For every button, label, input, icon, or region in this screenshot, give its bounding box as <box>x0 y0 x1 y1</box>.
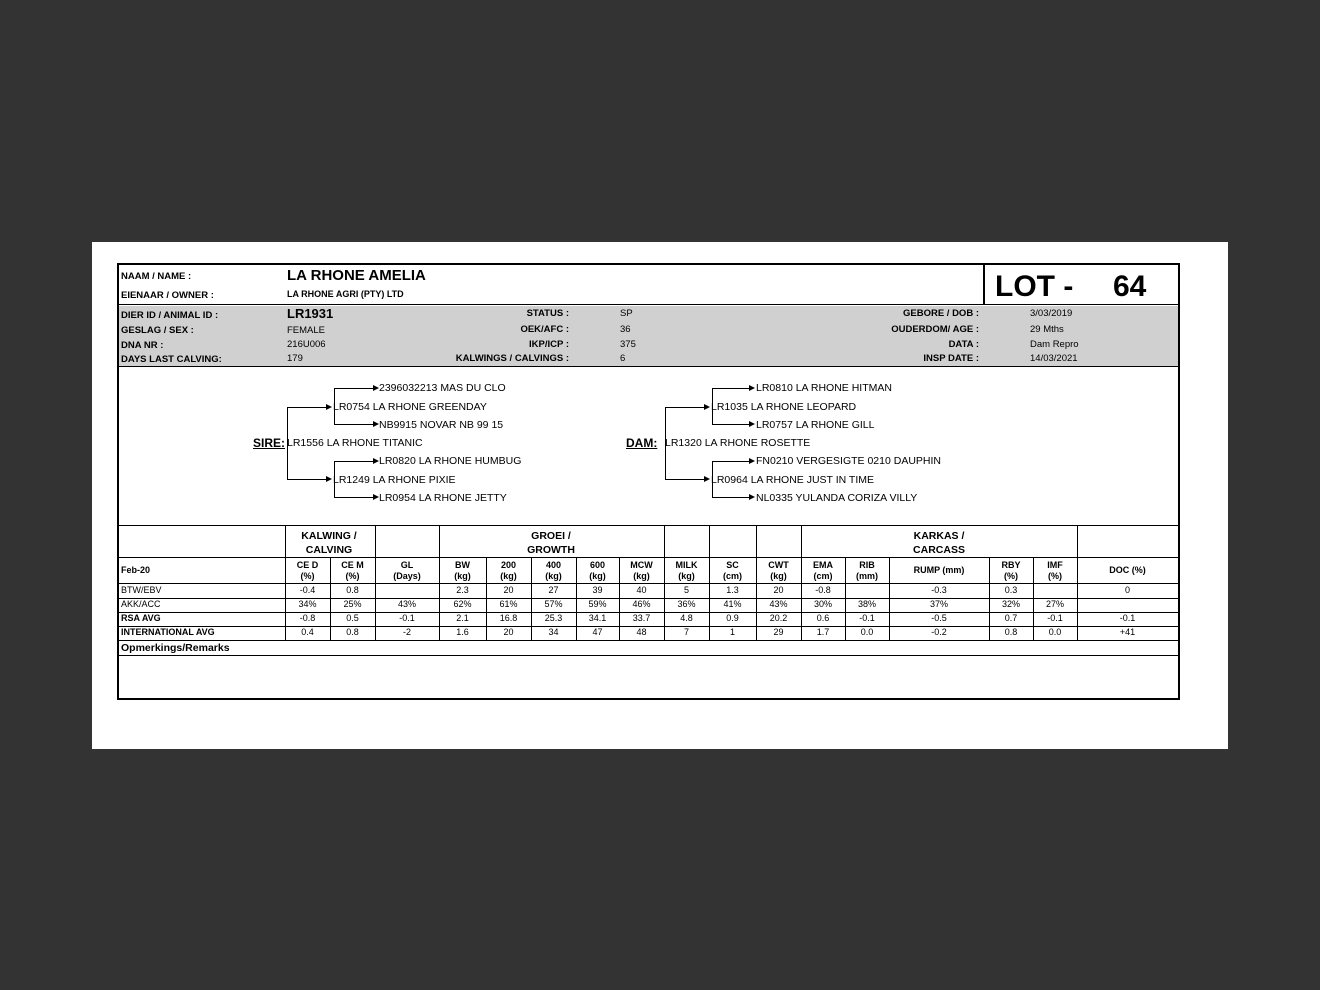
header-divider <box>119 304 1178 305</box>
dam-sire-sire-name: LR0810 LA RHONE HITMAN <box>756 382 892 394</box>
stats-cell: 41% <box>723 599 742 609</box>
stats-period: Feb-20 <box>121 565 151 575</box>
stats-cell: 0.5 <box>346 613 359 623</box>
stats-cell: 46% <box>632 599 651 609</box>
lot-label: LOT - <box>995 270 1074 303</box>
afc-value: 36 <box>620 324 631 335</box>
stats-cell: -0.3 <box>931 585 947 595</box>
column-header: BW <box>455 560 470 570</box>
stats-cell: 27 <box>548 585 559 595</box>
calvings-label: KALWINGS / CALVINGS : <box>455 353 569 364</box>
stats-cell: -2 <box>402 627 411 637</box>
column-unit: (mm) <box>856 571 878 581</box>
dam-dam-dam-name: NL0335 YULANDA CORIZA VILLY <box>756 492 918 504</box>
dam-label: DAM: <box>626 436 658 450</box>
stats-cell: 7 <box>683 627 689 637</box>
stats-cell: 47 <box>592 627 603 637</box>
stats-cell: 29 <box>773 627 784 637</box>
stats-cell: 48 <box>636 627 647 637</box>
stats-cell: -0.2 <box>931 627 947 637</box>
stats-cell: 43% <box>769 599 788 609</box>
stats-cell: 36% <box>677 599 696 609</box>
sex-value: FEMALE <box>287 325 326 336</box>
dna-label: DNA NR : <box>121 340 164 351</box>
column-unit: (kg) <box>545 571 562 581</box>
column-unit: (kg) <box>500 571 517 581</box>
sire-sire-sire-name: 2396032213 MAS DU CLO <box>379 382 506 394</box>
stats-cell: 25% <box>343 599 362 609</box>
stats-cell: 0.4 <box>301 627 314 637</box>
table-bottom-border <box>119 640 1178 641</box>
column-header: GL <box>400 560 414 570</box>
group-growth-2: GROWTH <box>527 544 575 556</box>
column-unit: (kg) <box>589 571 606 581</box>
stats-cell: 1.6 <box>456 627 469 637</box>
dna-value: 216U006 <box>287 339 326 350</box>
stats-cell: 34.1 <box>588 613 607 623</box>
dlc-label: DAYS LAST CALVING: <box>121 354 222 365</box>
stats-row-label: RSA AVG <box>121 613 161 623</box>
stats-cell: 37% <box>929 599 948 609</box>
stats-cell: 2.1 <box>456 613 469 623</box>
column-unit: (%) <box>345 571 360 581</box>
info-divider <box>119 366 1178 367</box>
stats-cell: 20 <box>503 627 514 637</box>
sire-label: SIRE: <box>253 436 286 450</box>
insp-value: 14/03/2021 <box>1030 353 1078 364</box>
stats-cell: 0.6 <box>816 613 830 623</box>
sex-label: GESLAG / SEX : <box>121 325 194 336</box>
stats-cell: 1.7 <box>816 627 830 637</box>
dlc-value: 179 <box>287 353 303 364</box>
stats-cell: 40 <box>636 585 647 595</box>
stats-cell: 20.2 <box>769 613 788 623</box>
stats-row-label: INTERNATIONAL AVG <box>121 627 215 637</box>
dam-sire-name: LR1035 LA RHONE LEOPARD <box>711 401 857 413</box>
owner-name: LA RHONE AGRI (PTY) LTD <box>287 289 404 299</box>
column-header: RBY <box>1001 560 1021 570</box>
group-carcass-2: CARCASS <box>913 544 965 556</box>
sire-sire-name: LR0754 LA RHONE GREENDAY <box>333 401 487 413</box>
name-label: NAAM / NAME : <box>121 271 192 282</box>
stats-cell: -0.1 <box>1047 613 1063 623</box>
status-value: SP <box>620 308 633 319</box>
column-unit: (Days) <box>393 571 421 581</box>
column-unit: (kg) <box>454 571 471 581</box>
age-value: 29 Mths <box>1030 324 1064 335</box>
info-band <box>119 306 1178 366</box>
group-growth-1: GROEI / <box>531 530 571 542</box>
stats-cell: 27% <box>1045 599 1064 609</box>
sire-dam-name: LR1249 LA RHONE PIXIE <box>333 474 456 486</box>
stats-cell: 0 <box>1124 585 1130 595</box>
column-unit: (%) <box>1048 571 1062 581</box>
stats-cell: 0.9 <box>726 613 739 623</box>
stats-cell: 0.7 <box>1004 613 1018 623</box>
column-header: EMA <box>813 560 833 570</box>
column-header: 600 <box>589 560 606 570</box>
stats-cell: -0.5 <box>931 613 947 623</box>
stats-cell: 43% <box>397 599 416 609</box>
stats-cell: 57% <box>544 599 563 609</box>
sire-name: LR1556 LA RHONE TITANIC <box>287 437 423 449</box>
data-label: DATA : <box>948 339 979 350</box>
group-carcass-1: KARKAS / <box>913 530 965 542</box>
column-header: CE M <box>341 560 364 570</box>
column-unit: (kg) <box>678 571 695 581</box>
column-header-divider <box>119 583 1178 584</box>
sire-dam-dam-name: LR0954 LA RHONE JETTY <box>379 492 507 504</box>
status-label: STATUS : <box>526 308 569 319</box>
column-header: MILK <box>675 560 698 570</box>
stats-cell: 33.7 <box>632 613 651 623</box>
lot-card <box>117 263 1180 700</box>
stats-cell: 4.8 <box>680 613 693 623</box>
column-header: CWT <box>768 560 789 570</box>
stats-cell: 62% <box>453 599 472 609</box>
stats-cell: 59% <box>588 599 607 609</box>
stats-cell: 25.3 <box>544 613 563 623</box>
stats-cell: 1 <box>729 627 735 637</box>
stats-cell: -0.8 <box>299 613 316 623</box>
remarks-label: Opmerkings/Remarks <box>121 642 230 654</box>
stats-cell: 20 <box>773 585 784 595</box>
column-header: IMF <box>1047 560 1063 570</box>
stats-cell: 38% <box>857 599 876 609</box>
animal-name: LA RHONE AMELIA <box>287 267 426 284</box>
stats-cell: 30% <box>813 599 832 609</box>
column-unit: (cm) <box>813 571 833 581</box>
stats-cell: +41 <box>1119 627 1136 637</box>
stats-cell: 61% <box>499 599 518 609</box>
column-unit: (cm) <box>722 571 742 581</box>
stats-cell: 0.0 <box>1048 627 1062 637</box>
icp-label: IKP/ICP : <box>529 339 569 350</box>
animal-id-label: DIER ID / ANIMAL ID : <box>121 310 219 321</box>
dob-label: GEBORE / DOB : <box>902 308 979 319</box>
column-header: RIB <box>859 560 875 570</box>
stats-cell: 34 <box>548 627 559 637</box>
stats-cell: 32% <box>1001 599 1020 609</box>
column-header: 200 <box>500 560 517 570</box>
column-unit: (%) <box>300 571 315 581</box>
column-header: SC <box>726 560 739 570</box>
stats-cell: 1.3 <box>726 585 739 595</box>
stats-cell: -0.1 <box>1119 613 1136 623</box>
stats-cell: -0.1 <box>859 613 875 623</box>
column-header: CE D <box>296 560 319 570</box>
stats-row-label: AKK/ACC <box>121 599 161 609</box>
afc-label: OEK/AFC : <box>520 324 569 335</box>
column-unit: (kg) <box>770 571 787 581</box>
column-header: 400 <box>545 560 562 570</box>
stats-cell: -0.1 <box>399 613 415 623</box>
lot-box <box>983 265 1180 304</box>
stats-cell: -0.8 <box>815 585 831 595</box>
stats-cell: 0.8 <box>346 585 359 595</box>
stats-cell: 0.3 <box>1004 585 1018 595</box>
icp-value: 375 <box>620 339 636 350</box>
column-header: DOC (%) <box>1109 565 1146 575</box>
stats-cell: 20 <box>503 585 514 595</box>
group-header-divider <box>285 557 1178 558</box>
calvings-value: 6 <box>620 353 626 364</box>
stats-row-label: BTW/EBV <box>121 585 162 595</box>
remarks-divider <box>119 655 1178 656</box>
dam-name: LR1320 LA RHONE ROSETTE <box>665 437 811 449</box>
insp-label: INSP DATE : <box>923 353 979 364</box>
stats-cell: 5 <box>683 585 689 595</box>
stats-cell: 0.0 <box>860 627 874 637</box>
age-label: OUDERDOM/ AGE : <box>891 324 979 335</box>
stats-cell: 39 <box>592 585 603 595</box>
dam-dam-name: LR0964 LA RHONE JUST IN TIME <box>711 474 875 486</box>
stats-cell: 0.8 <box>1004 627 1018 637</box>
sire-dam-sire-name: LR0820 LA RHONE HUMBUG <box>379 455 522 467</box>
dam-dam-sire-name: FN0210 VERGESIGTE 0210 DAUPHIN <box>756 455 941 467</box>
column-unit: (kg) <box>633 571 650 581</box>
stats-cell: -0.4 <box>299 585 316 595</box>
document-page <box>92 242 1228 749</box>
lot-number: 64 <box>1113 270 1147 303</box>
dob-value: 3/03/2019 <box>1030 308 1073 319</box>
stats-cell: 16.8 <box>499 613 518 623</box>
animal-id-value: LR1931 <box>287 306 334 321</box>
dam-sire-dam-name: LR0757 LA RHONE GILL <box>756 419 875 431</box>
owner-label: EIENAAR / OWNER : <box>121 290 214 301</box>
table-top-border <box>119 525 1178 526</box>
stats-cell: 0.8 <box>346 627 359 637</box>
column-header: RUMP (mm) <box>913 565 965 575</box>
stats-cell: 34% <box>298 599 317 609</box>
sire-sire-dam-name: NB9915 NOVAR NB 99 15 <box>379 419 504 431</box>
column-header: MCW <box>630 560 653 570</box>
group-calving-1: KALWING / <box>301 530 357 542</box>
stats-cell: 2.3 <box>456 585 469 595</box>
data-value: Dam Repro <box>1030 339 1079 350</box>
group-calving-2: CALVING <box>305 544 353 556</box>
column-unit: (%) <box>1004 571 1018 581</box>
